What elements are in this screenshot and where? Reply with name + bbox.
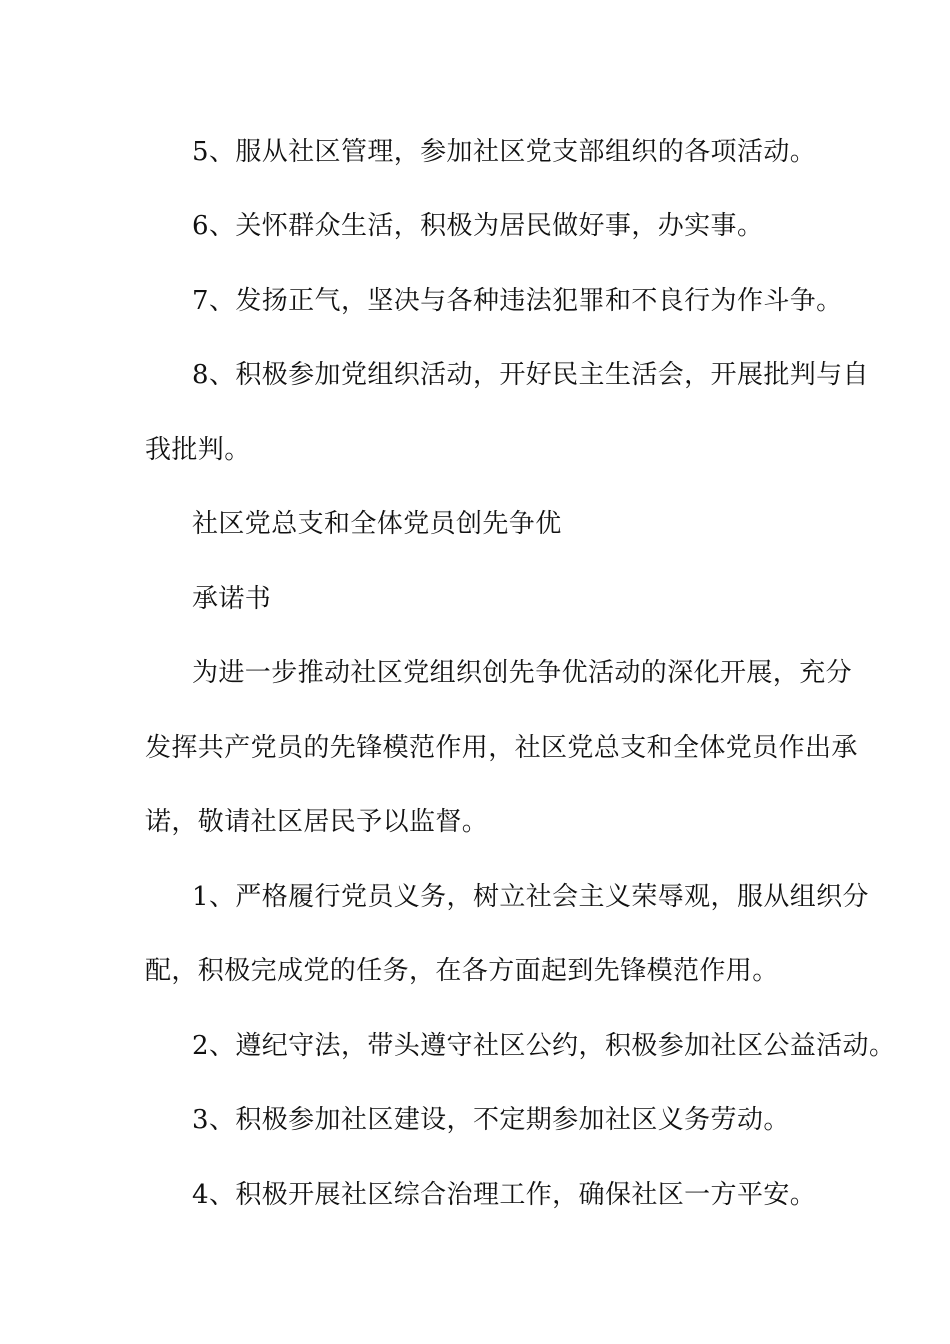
- intro-paragraph-line-1: 为进一步推动社区党组织创先争优活动的深化开展，充分: [192, 658, 853, 688]
- paragraph-item-6: 6、关怀群众生活，积极为居民做好事，办实事。: [192, 211, 764, 241]
- section-title: 社区党总支和全体党员创先争优: [192, 509, 562, 539]
- paragraph-item-5: 5、服从社区管理，参加社区党支部组织的各项活动。: [192, 137, 817, 167]
- intro-paragraph-line-2: 发挥共产党员的先锋模范作用，社区党总支和全体党员作出承: [145, 733, 858, 763]
- pledge-item-1-cont: 配，积极完成党的任务，在各方面起到先锋模范作用。: [145, 956, 779, 986]
- pledge-item-2: 2、遵纪守法，带头遵守社区公约，积极参加社区公益活动。: [192, 1031, 896, 1061]
- paragraph-item-7: 7、发扬正气，坚决与各种违法犯罪和不良行为作斗争。: [192, 286, 843, 316]
- pledge-item-3: 3、积极参加社区建设，不定期参加社区义务劳动。: [192, 1105, 790, 1135]
- paragraph-item-8-cont: 我批判。: [145, 435, 251, 465]
- pledge-item-1: 1、严格履行党员义务，树立社会主义荣辱观，服从组织分: [192, 882, 869, 912]
- intro-paragraph-line-3: 诺，敬请社区居民予以监督。: [145, 807, 489, 837]
- section-subtitle: 承诺书: [192, 584, 272, 614]
- paragraph-item-8: 8、积极参加党组织活动，开好民主生活会，开展批判与自: [192, 360, 869, 390]
- pledge-item-4: 4、积极开展社区综合治理工作，确保社区一方平安。: [192, 1180, 817, 1210]
